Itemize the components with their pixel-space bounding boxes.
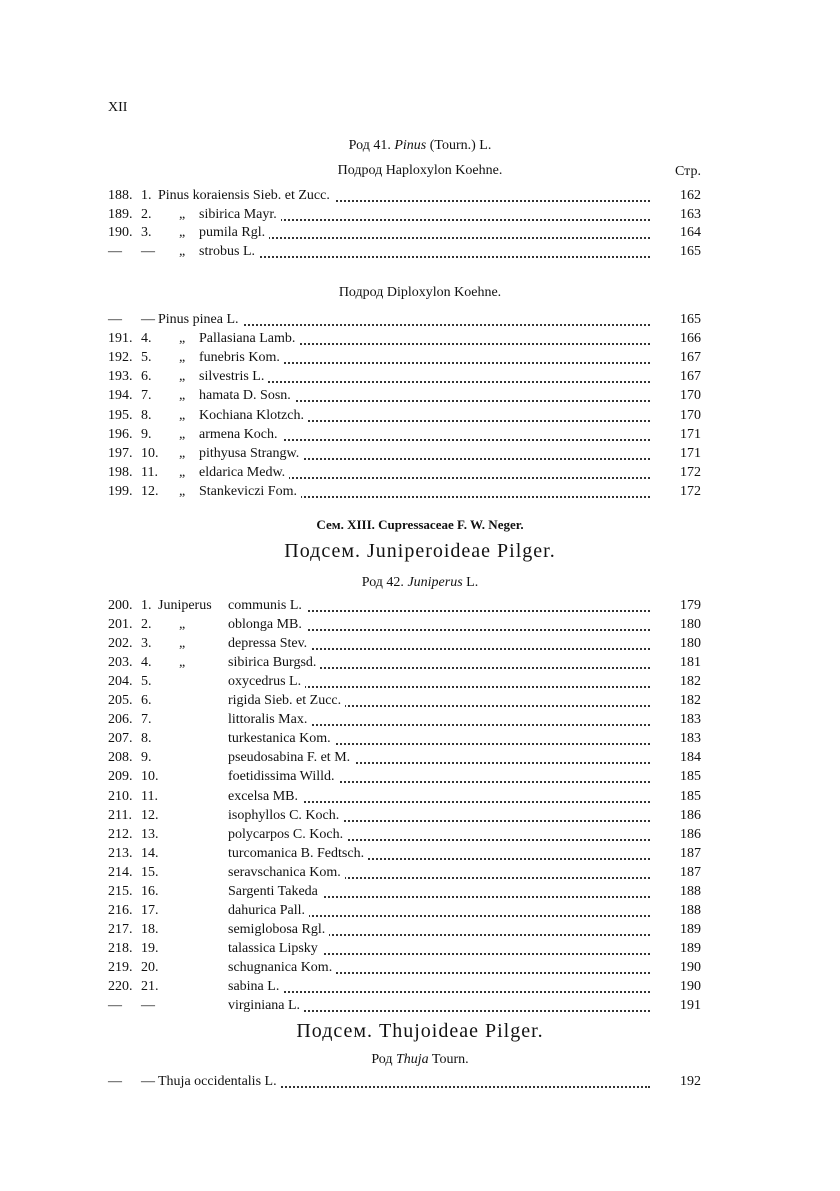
page-ref: 187	[680, 845, 701, 861]
page-ref: 184	[680, 750, 701, 766]
species-name: talassica Lipsky	[228, 940, 322, 958]
index-entry	[108, 788, 701, 806]
page-ref: 170	[680, 388, 701, 404]
species-name: eldarica Medw.	[199, 464, 289, 482]
species-number: 12.	[141, 483, 159, 499]
species-name: rigida Sieb. et Zucc.	[228, 692, 345, 710]
species-number: 18.	[141, 921, 159, 937]
leader-dots	[199, 243, 650, 258]
species-number: 19.	[141, 940, 159, 956]
page-ref: 171	[680, 445, 701, 461]
page-ref: 189	[680, 940, 701, 956]
species-number: 2.	[141, 206, 152, 222]
page-ref: 167	[680, 350, 701, 366]
index-entry	[108, 673, 701, 691]
page-ref: 186	[680, 807, 701, 823]
species-number: 8.	[141, 407, 152, 423]
species-number: 6.	[141, 369, 152, 385]
subgenus-heading-diploxylon: Подрод Diploxylon Koehne.	[338, 285, 502, 300]
ditto-mark: „	[179, 483, 186, 499]
entry-number: 193.	[108, 369, 133, 385]
index-entry	[108, 224, 701, 242]
page-ref: 185	[680, 788, 701, 804]
page-ref: 191	[680, 998, 701, 1014]
page-column-header: Стр.	[675, 164, 701, 179]
index-entry	[108, 407, 701, 425]
species-name: turkestanica Kom.	[228, 730, 335, 748]
species-name: seravschanica Kom.	[228, 864, 345, 882]
entry-number: 220.	[108, 979, 133, 994]
page-ref: 180	[680, 617, 701, 633]
index-entry	[108, 807, 701, 825]
page-ref: 166	[680, 331, 701, 347]
species-name: depressa Stev.	[228, 635, 311, 653]
entry-number: 189.	[108, 206, 133, 222]
ditto-mark: „	[179, 225, 186, 241]
species-number: —	[141, 244, 155, 260]
index-entry	[108, 921, 701, 939]
entry-number: 191.	[108, 331, 133, 347]
ditto-mark: „	[179, 445, 186, 461]
entry-number: 192.	[108, 350, 133, 366]
entry-number: 197.	[108, 445, 133, 461]
species-number: 7.	[141, 712, 152, 728]
species-number: 16.	[141, 883, 159, 899]
page-ref: 179	[680, 598, 701, 613]
entry-number: 208.	[108, 750, 133, 766]
species-name: virginiana L.	[228, 997, 304, 1015]
entry-number: —	[108, 998, 122, 1014]
species-name: hamata D. Sosn.	[199, 387, 295, 405]
ditto-mark: „	[179, 655, 186, 671]
species-number: 14.	[141, 845, 159, 861]
index-entry	[108, 616, 701, 634]
ditto-mark: „	[179, 206, 186, 222]
entry-number: 199.	[108, 483, 133, 499]
species-number: 11.	[141, 788, 158, 804]
index-entry	[108, 206, 701, 224]
entry-number: 206.	[108, 712, 133, 728]
species-name: armena Koch.	[199, 426, 282, 444]
leader-dots	[228, 978, 650, 993]
species-number: 8.	[141, 731, 152, 747]
page-ref: 190	[680, 979, 701, 994]
species-number: 13.	[141, 826, 159, 842]
species-name: sibirica Burgsd.	[228, 654, 320, 672]
species-name: Pallasiana Lamb.	[199, 330, 299, 348]
entry-number: 201.	[108, 617, 133, 633]
page-ref: 180	[680, 636, 701, 652]
entry-number: 202.	[108, 636, 133, 652]
species-number: 15.	[141, 864, 159, 880]
page-ref: 183	[680, 731, 701, 747]
page-ref: 182	[680, 674, 701, 690]
index-entry	[108, 692, 701, 710]
entry-number: 207.	[108, 731, 133, 747]
index-entry	[108, 387, 701, 405]
species-number: 17.	[141, 902, 159, 918]
species-number: 3.	[141, 636, 152, 652]
entry-number: —	[108, 312, 122, 327]
entry-number: 205.	[108, 693, 133, 709]
species-name: excelsa MB.	[228, 788, 302, 806]
page-ref: 183	[680, 712, 701, 728]
entry-number: 212.	[108, 826, 133, 842]
entry-number: 215.	[108, 883, 133, 899]
species-name: polycarpos C. Koch.	[228, 826, 347, 844]
species-name: Kochiana Klotzch.	[199, 407, 308, 425]
index-entry	[108, 187, 701, 205]
species-number: 3.	[141, 225, 152, 241]
entry-number: 218.	[108, 940, 133, 956]
entry-number: 190.	[108, 225, 133, 241]
entry-number: 210.	[108, 788, 133, 804]
ditto-mark: „	[179, 369, 186, 385]
index-entry	[108, 368, 701, 386]
index-entry	[108, 768, 701, 786]
page-number: XII	[108, 100, 128, 115]
page-ref: 181	[680, 655, 701, 671]
species-number: 1.	[141, 598, 152, 613]
index-entry	[108, 635, 701, 653]
entry-number: —	[108, 244, 122, 260]
species-name: Pinus koraiensis Sieb. et Zucc.	[158, 187, 334, 205]
index-entry	[108, 997, 701, 1015]
leader-dots	[199, 311, 650, 326]
entry-number: 204.	[108, 674, 133, 690]
species-name: pseudosabina F. et M.	[228, 749, 354, 767]
genus-heading-pinus: Род 41. Pinus (Tourn.) L.	[348, 138, 492, 153]
page-ref: 162	[680, 188, 701, 203]
page-ref: 186	[680, 826, 701, 842]
ditto-mark: „	[179, 388, 186, 404]
species-name: silvestris L.	[199, 368, 268, 386]
species-number: 2.	[141, 617, 152, 633]
species-name: turcomanica B. Fedtsch.	[228, 845, 368, 863]
ditto-mark: „	[179, 244, 186, 260]
index-entry	[108, 597, 701, 615]
species-number: 10.	[141, 769, 159, 785]
page-ref: 172	[680, 464, 701, 480]
page-ref: 182	[680, 693, 701, 709]
species-name: Sargenti Takeda	[228, 883, 322, 901]
genus-heading-juniperus: Род 42. Juniperus L.	[361, 575, 479, 590]
genus-heading-thuja: Род Thuja Tourn.	[371, 1052, 469, 1067]
species-number: 7.	[141, 388, 152, 404]
entry-number: 219.	[108, 959, 133, 975]
index-entry	[108, 311, 701, 329]
page-ref: 165	[680, 312, 701, 327]
page-ref: 170	[680, 407, 701, 423]
index-entry	[108, 749, 701, 767]
index-entry	[108, 883, 701, 901]
page-ref: 189	[680, 921, 701, 937]
species-name: schugnanica Kom.	[228, 959, 336, 977]
species-name: sabina L.	[228, 978, 283, 996]
species-name: Stankeviczi Fom.	[199, 483, 301, 501]
page-ref: 192	[680, 1074, 701, 1089]
species-number: 12.	[141, 807, 159, 823]
species-name: oblonga MB.	[228, 616, 306, 634]
entry-number: 188.	[108, 188, 133, 203]
species-name: Thuja occidentalis L.	[158, 1073, 281, 1091]
entry-number: 196.	[108, 426, 133, 442]
page-ref: 164	[680, 225, 701, 241]
ditto-mark: „	[179, 350, 186, 366]
species-name: foetidissima Willd.	[228, 768, 339, 786]
species-name: pithyusa Strangw.	[199, 445, 303, 463]
index-entry	[108, 349, 701, 367]
species-number: —	[141, 1074, 155, 1089]
species-number: 1.	[141, 188, 152, 203]
index-entry	[108, 445, 701, 463]
species-name: dahurica Pall.	[228, 902, 309, 920]
species-number: 10.	[141, 445, 159, 461]
page-ref: 165	[680, 244, 701, 260]
index-entry	[108, 730, 701, 748]
species-name: communis L.	[228, 597, 306, 615]
index-entry	[108, 902, 701, 920]
species-name: pumila Rgl.	[199, 224, 269, 242]
entry-number: 216.	[108, 902, 133, 918]
index-entry	[108, 464, 701, 482]
entry-number: 211.	[108, 807, 132, 823]
species-number: 5.	[141, 350, 152, 366]
genus-name: Juniperus	[158, 597, 216, 615]
species-number: 20.	[141, 959, 159, 975]
species-name: oxycedrus L.	[228, 673, 305, 691]
index-entry	[108, 845, 701, 863]
index-entry	[108, 330, 701, 348]
page-ref: 187	[680, 864, 701, 880]
entry-number: 194.	[108, 388, 133, 404]
species-number: —	[141, 312, 155, 327]
index-entry	[108, 940, 701, 958]
subfamily-heading-juniperoideae: Подсем. Juniperoideae Pilger.	[284, 540, 556, 562]
species-name: sibirica Mayr.	[199, 206, 281, 224]
index-entry	[108, 426, 701, 444]
subgenus-heading-haploxylon: Подрод Haploxylon Koehne.	[337, 163, 503, 178]
index-entry	[108, 959, 701, 977]
entry-number: 198.	[108, 464, 133, 480]
entry-number: 209.	[108, 769, 133, 785]
ditto-mark: „	[179, 426, 186, 442]
ditto-mark: „	[179, 636, 186, 652]
page-ref: 163	[680, 206, 701, 222]
species-name: semiglobosa Rgl.	[228, 921, 329, 939]
page-ref: 185	[680, 769, 701, 785]
ditto-mark: „	[179, 407, 186, 423]
entry-number: —	[108, 1074, 122, 1089]
index-entry	[108, 483, 701, 501]
entry-number: 195.	[108, 407, 133, 423]
page-ref: 190	[680, 959, 701, 975]
species-number: 11.	[141, 464, 158, 480]
index-entry	[108, 978, 701, 996]
entry-number: 200.	[108, 598, 133, 613]
page-ref: 188	[680, 902, 701, 918]
entry-number: 213.	[108, 845, 133, 861]
index-entry	[108, 826, 701, 844]
page-ref: 172	[680, 483, 701, 499]
entry-number: 217.	[108, 921, 133, 937]
entry-number: 214.	[108, 864, 133, 880]
species-name: strobus L.	[199, 243, 259, 261]
species-number: 21.	[141, 979, 159, 994]
index-entry	[108, 711, 701, 729]
family-heading: Сем. XIII. Cupressaceae F. W. Neger.	[316, 517, 524, 532]
species-number: 9.	[141, 426, 152, 442]
species-name: littoralis Max.	[228, 711, 311, 729]
ditto-mark: „	[179, 331, 186, 347]
entry-number: 203.	[108, 655, 133, 671]
species-number: —	[141, 998, 155, 1014]
index-entry	[108, 654, 701, 672]
index-entry	[108, 243, 701, 261]
species-name: Pinus pinea L.	[158, 311, 243, 329]
species-name: isophyllos C. Koch.	[228, 807, 343, 825]
species-number: 4.	[141, 655, 152, 671]
subfamily-heading-thujoideae: Подсем. Thujoideae Pilger.	[296, 1020, 544, 1042]
ditto-mark: „	[179, 617, 186, 633]
page-ref: 188	[680, 883, 701, 899]
ditto-mark: „	[179, 464, 186, 480]
species-number: 4.	[141, 331, 152, 347]
species-number: 5.	[141, 674, 152, 690]
page-ref: 167	[680, 369, 701, 385]
index-entry	[108, 864, 701, 882]
species-number: 6.	[141, 693, 152, 709]
species-number: 9.	[141, 750, 152, 766]
species-name: funebris Kom.	[199, 349, 284, 367]
page-ref: 171	[680, 426, 701, 442]
index-entry	[108, 1073, 701, 1091]
